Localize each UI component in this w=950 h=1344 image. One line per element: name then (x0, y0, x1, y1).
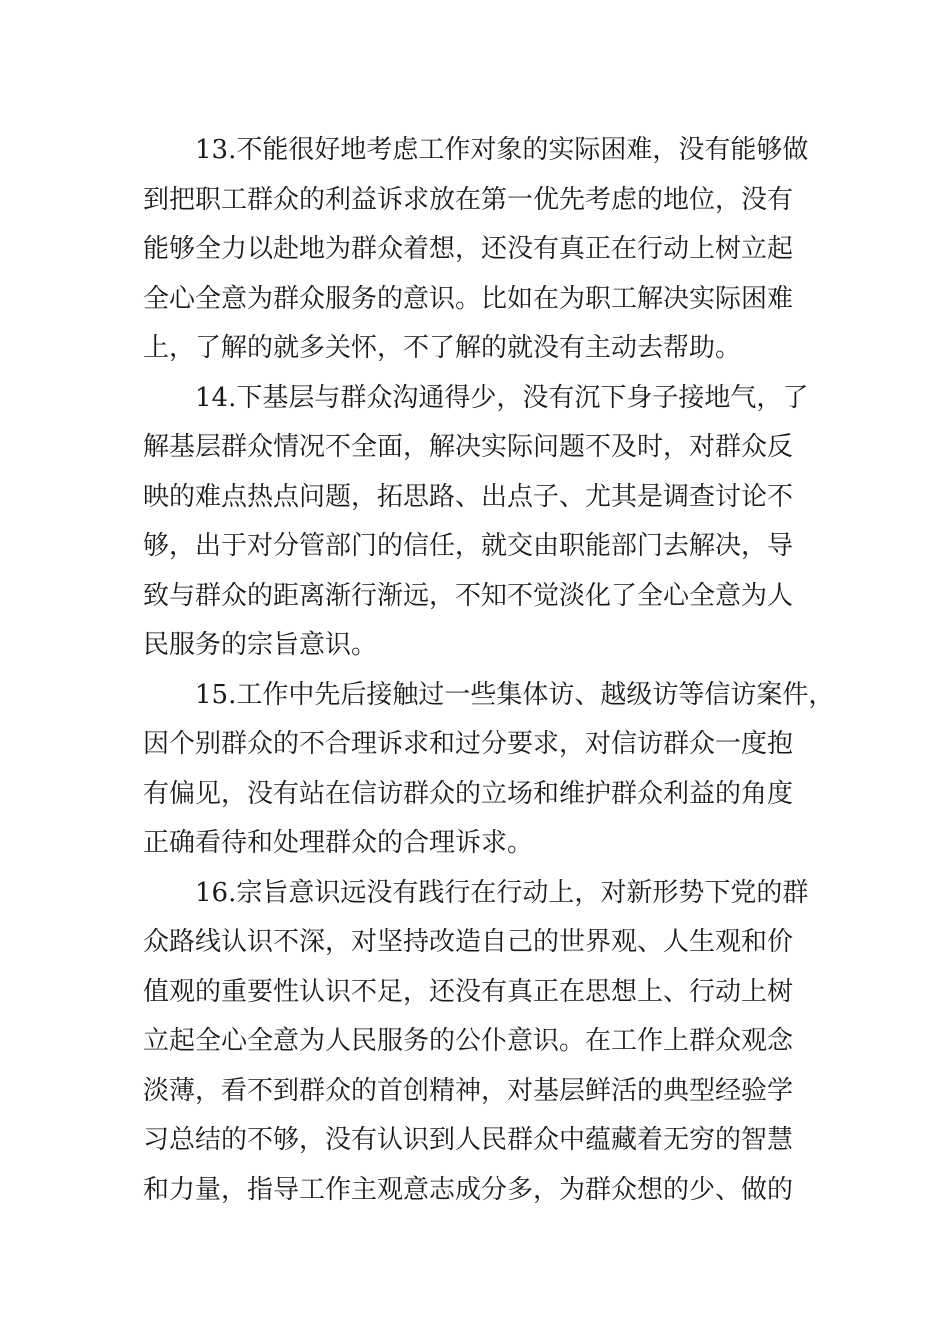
document-body (143, 126, 835, 1215)
text-line: 有偏见，没有站在信访群众的立场和维护群众利益的角度 (143, 778, 794, 809)
paragraph-14 (143, 374, 807, 671)
text-line: 能够全力以赴地为群众着想，还没有真正在行动上树立起 (143, 234, 794, 264)
text-line: 立起全心全意为人民服务的公仆意识。在工作上群众观念 (143, 1026, 794, 1056)
paragraph-13 (143, 126, 807, 374)
text-line: 够，出于对分管部门的信任，就交由职能部门去解决，导 (143, 531, 794, 561)
text-line: 13.不能很好地考虑工作对象的实际困难，没有能够做 (195, 135, 809, 165)
text-line: 15.工作中先后接触过一些集体访、越级访等信访案件， (195, 679, 835, 710)
text-line: 上，了解的就多关怀，不了解的就没有主动去帮助。 (143, 333, 742, 363)
text-line: 解基层群众情况不全面，解决实际问题不及时，对群众反 (143, 432, 794, 462)
text-line: 映的难点热点问题，拓思路、出点子、尤其是调查讨论不 (143, 481, 794, 512)
paragraph-16 (143, 869, 807, 1216)
text-line: 正确看待和处理群众的合理诉求。 (143, 828, 534, 858)
text-line: 14.下基层与群众沟通得少，没有沉下身子接地气，了 (195, 382, 809, 413)
text-line: 民服务的宗旨意识。 (143, 630, 378, 660)
text-line: 众路线认识不深，对坚持改造自己的世界观、人生观和价 (143, 927, 794, 957)
text-line: 淡薄，看不到群众的首创精神，对基层鲜活的典型经验学 (143, 1075, 794, 1106)
text-line: 和力量，指导工作主观意志成分多，为群众想的少、做的 (143, 1174, 794, 1205)
text-line: 值观的重要性认识不足，还没有真正在思想上、行动上树 (143, 976, 794, 1007)
paragraph-15 (143, 671, 835, 869)
text-line: 因个别群众的不合理诉求和过分要求，对信访群众一度抱 (143, 729, 794, 759)
text-line: 16.宗旨意识远没有践行在行动上，对新形势下党的群 (195, 877, 809, 908)
text-line: 到把职工群众的利益诉求放在第一优先考虑的地位，没有 (143, 184, 794, 215)
text-line: 致与群众的距离渐行渐远，不知不觉淡化了全心全意为人 (143, 580, 794, 611)
text-line: 全心全意为群众服务的意识。比如在为职工解决实际困难 (143, 283, 794, 314)
text-line: 习总结的不够，没有认识到人民群众中蕴藏着无穷的智慧 (143, 1125, 794, 1155)
